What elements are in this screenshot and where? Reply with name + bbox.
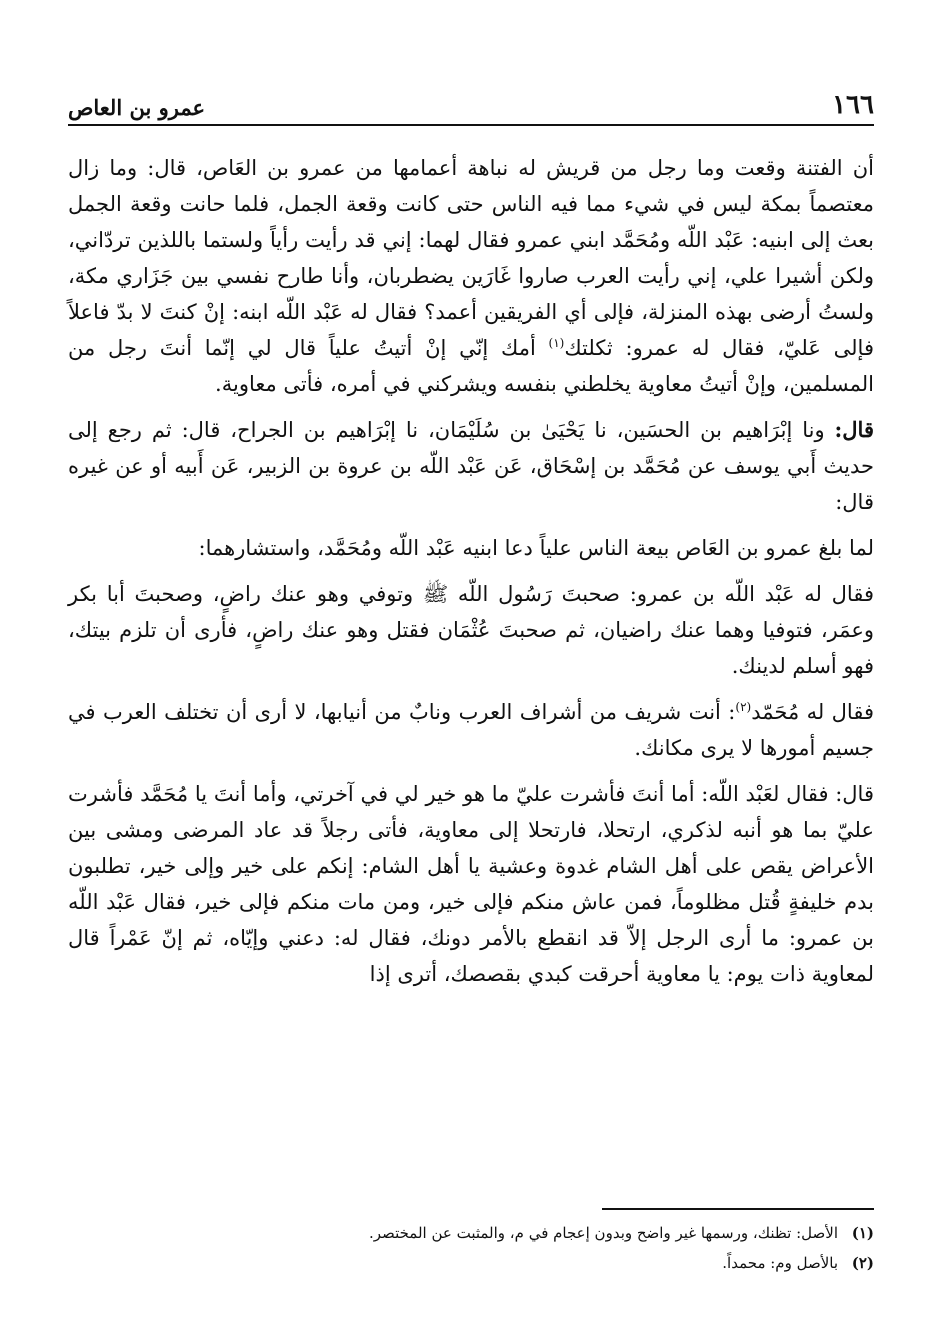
- paragraph-text: فقال له مُحَمّد: [751, 700, 874, 724]
- main-text: [68, 150, 874, 1002]
- footnote-text: الأصل: تظنك، ورسمها غير واضح وبدون إعجام في م، والمثبت عن المختصر.: [369, 1224, 838, 1242]
- page-header: [68, 78, 874, 126]
- paragraph-5: [68, 694, 874, 766]
- footnotes: [68, 1218, 874, 1278]
- paragraph-6: [68, 776, 874, 992]
- paragraph-text: ونا إبْرَاهيم بن الحسَين، نا يَحْيَىٰ بن سُلَيْمَان، نا إبْرَاهيم بن الجراح، قال: ثم رجع إلى حديث أَبي يوسف عن مُحَمَّد بن إسْحَاق، عَن عَبْد اللّه بن عروة بن الزبير، عَن أَبيه أو عن غيره قال:: [68, 418, 874, 514]
- paragraph-tail: : أنت شريف من أشراف العرب ونابٌ من أنيابها، لا أرى أن تختلف العرب في جسيم أمورها لا يرى مكانك.: [68, 700, 874, 760]
- footnote-number: (١): [851, 1224, 874, 1242]
- footnote-separator: [602, 1208, 874, 1210]
- paragraph-text: قال: فقال لعَبْد اللّه: أما أنتَ فأشرت عليّ ما هو خير لي في آخرتي، وأما أنتَ يا مُحَمَّد فأشرت عليّ بما هو أنبه لذكري، ارتحلا، فارتحلا إلى معاوية، فأتى رجلاً قد عاد المرضى ومشى بين الأعراض يقص على أهل الشام غدوة وعشية يا أهل الشام: إنكم على خير وإلى خير، تطلبون بدم خليفةٍ قُتل مظلوماً، فمن عاش منكم فإلى خير، ومن مات منكم فإلى خير، فقال عَبْد اللّه بن عمرو: ما أرى الرجل إلاّ قد انقطع بالأمر دونك، فقال له: دعني وإيّاه، ثم إنّ عَمْراً قال لمعاوية ذات يوم: يا معاوية أحرقت كبدي بقصصك، أترى إذا: [68, 782, 874, 986]
- paragraph-1: [68, 150, 874, 402]
- paragraph-lead: قال:: [834, 417, 874, 442]
- footnote-ref-1: (١): [548, 336, 565, 350]
- paragraph-text: فقال له عَبْد اللّه بن عمرو: صحبتَ رَسُول اللّه ﷺ وتوفي وهو عنك راضٍ، وصحبتَ أبا بكر وعمَر، فتوفيا وهما عنك راضيان، ثم صحبتَ عُثْمَان فقتل وهو عنك راضٍ، فأرى أن تلزم بيتك، فهو أسلم لدينك.: [68, 582, 874, 678]
- footnote-number: (٢): [851, 1254, 874, 1272]
- footnote-2: [68, 1248, 874, 1278]
- footnote-text: بالأصل وم: محمداً.: [722, 1254, 838, 1272]
- footnote-1: [68, 1218, 874, 1248]
- footnote-ref-2: (٢): [735, 700, 752, 714]
- paragraph-text: أن الفتنة وقعت وما رجل من قريش له نباهة أعمامها من عمرو بن العَاص، قال: وما زال معتصماً بمكة ليس في شيء مما فيه الناس حتى كانت وقعة الجمل، فلما حانت وقعة الجمل بعث إلى ابنيه: عَبْد اللّه ومُحَمَّد ابني عمرو فقال لهما: إني قد رأيت رأياً ولستما باللذين تردّاني، ولكن أشيرا علي، إني رأيت العرب صاروا غَارَين يضطربان، وأنا طارح نفسي بين جَزَاري مكة، ولستُ أرضى بهذه المنزلة، فإلى أي الفريقين أعمد؟ فقال له عَبْد اللّه ابنه: إنْ كنتَ لا بدّ فاعلاً فإلى عَليّ، فقال له عمرو: ثكلتك: [68, 156, 874, 360]
- page-number: ١٦٦: [832, 90, 874, 120]
- paragraph-tail: أمك إنّي إنْ أتيتُ علياً قال لي إنّما أنتَ رجل من المسلمين، وإنْ أتيتُ معاوية يخلطني بنفسه ويشركني في أمره، فأتى معاوية.: [68, 336, 874, 396]
- paragraph-text: لما بلغ عمرو بن العَاص بيعة الناس علياً دعا ابنيه عَبْد اللّه ومُحَمَّد، واستشارهما:: [198, 536, 874, 560]
- paragraph-4: [68, 576, 874, 684]
- running-title: عمرو بن العاص: [68, 95, 206, 120]
- paragraph-2: [68, 412, 874, 520]
- paragraph-3: [68, 530, 874, 566]
